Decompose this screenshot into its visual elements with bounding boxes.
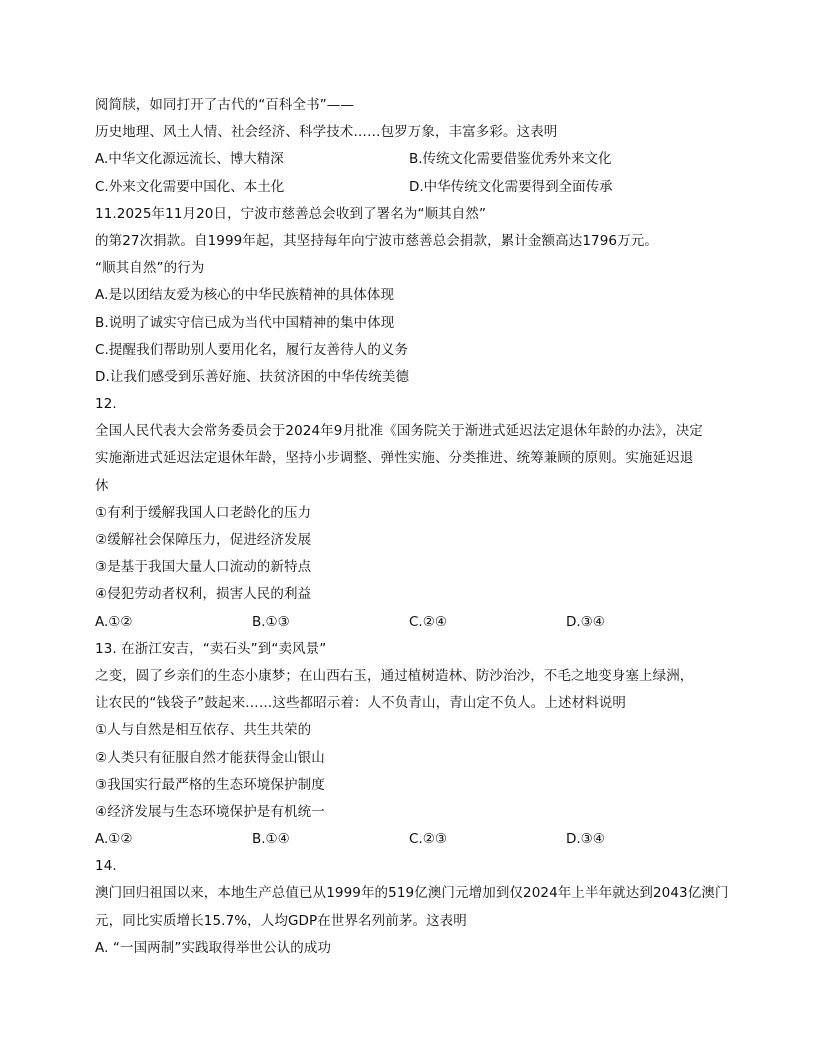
q12-stem-line-3: 休 xyxy=(95,477,109,494)
q14-stem-line-1: 澳门回归祖国以来，本地生产总值已从1999年的519亿澳门元增加到仅2024年上半年就达到2043亿澳门 xyxy=(95,885,729,902)
q13-option-d: D.③④ xyxy=(566,831,605,848)
q11-stem-line-2: 的第27次捐款。自1999年起，其坚持每年向宁波市慈善总会捐款，累计金额高达1796万元。 xyxy=(95,232,658,249)
q11-stem-line-1: 11.2025年11月20日，宁波市慈善总会收到了署名为“顺其自然” xyxy=(95,205,487,222)
q13-option-a: A.①② xyxy=(95,831,133,848)
q11-stem-line-3: “顺其自然”的行为 xyxy=(95,260,205,277)
q12-stem-line-2: 实施渐进式延迟法定退休年龄，坚持小步调整、弹性实施、分类推进、统筹兼顾的原则。实施延迟退 xyxy=(95,450,694,467)
q12-number: 12. xyxy=(95,396,117,413)
q13-stem-line-3: 让农民的“钱袋子”鼓起来……这些都昭示着：人不负青山，青山定不负人。上述材料说明 xyxy=(95,695,626,712)
q13-stem-line-1: 13. 在浙江安吉，“卖石头”到“卖风景” xyxy=(95,640,327,657)
page-content xyxy=(95,92,735,962)
q11-option-d: D.让我们感受到乐善好施、扶贫济困的中华传统美德 xyxy=(95,368,410,385)
q13-option-c: C.②③ xyxy=(409,831,447,848)
q10-options-row-1 xyxy=(95,146,735,173)
q12-options-row xyxy=(95,609,735,636)
q12-item-4: ④侵犯劳动者权利，损害人民的利益 xyxy=(95,586,312,603)
q12-item-3: ③是基于我国大量人口流动的新特点 xyxy=(95,559,312,576)
q13-item-2: ②人类只有征服自然才能获得金山银山 xyxy=(95,749,325,766)
q14-stem-line-2: 元，同比实质增长15.7%，人均GDP在世界名列前茅。这表明 xyxy=(95,912,467,929)
q12-stem-line-1: 全国人民代表大会常务委员会于2024年9月批准《国务院关于渐进式延迟法定退休年龄的办法》，决定 xyxy=(95,423,703,440)
q12-item-1: ①有利于缓解我国人口老龄化的压力 xyxy=(95,504,312,521)
q12-item-2: ②缓解社会保障压力，促进经济发展 xyxy=(95,532,312,548)
q12-option-d: D.③④ xyxy=(566,613,605,630)
q13-stem-line-2: 之变，圆了乡亲们的生态小康梦；在山西右玉，通过植树造林、防沙治沙，不毛之地变身塞上绿洲， xyxy=(95,667,694,684)
q13-item-1: ①人与自然是相互依存、共生共荣的 xyxy=(95,722,312,739)
q13-option-b: B.①④ xyxy=(252,831,290,848)
q14-option-a: A. “一国两制”实践取得举世公认的成功 xyxy=(95,939,332,956)
q10-option-c: C.外来文化需要中国化、本土化 xyxy=(95,178,285,195)
q11-option-c: C.提醒我们帮助别人要用化名，履行友善待人的义务 xyxy=(95,341,409,358)
q12-option-a: A.①② xyxy=(95,613,133,630)
q12-option-b: B.①③ xyxy=(252,613,290,630)
q12-option-c: C.②④ xyxy=(409,613,447,630)
q10-stem-line-2: 历史地理、风土人情、社会经济、科学技术……包罗万象，丰富多彩。这表明 xyxy=(95,124,558,141)
q13-item-3: ③我国实行最严格的生态环境保护制度 xyxy=(95,776,325,793)
q13-item-4: ④经济发展与生态环境保护是有机统一 xyxy=(95,803,325,820)
q14-number: 14. xyxy=(95,858,117,875)
q13-options-row xyxy=(95,826,735,853)
q11-option-a: A.是以团结友爱为核心的中华民族精神的具体体现 xyxy=(95,287,395,304)
q10-option-b: B.传统文化需要借鉴优秀外来文化 xyxy=(409,151,612,168)
q11-option-b: B.说明了诚实守信已成为当代中国精神的集中体现 xyxy=(95,314,395,331)
q10-options-row-2 xyxy=(95,174,735,201)
q10-option-a: A.中华文化源远流长、博大精深 xyxy=(95,151,284,168)
q10-stem-line-1: 阅简牍，如同打开了古代的“百科全书”—— xyxy=(95,97,354,113)
q10-option-d: D.中华传统文化需要得到全面传承 xyxy=(409,178,613,195)
